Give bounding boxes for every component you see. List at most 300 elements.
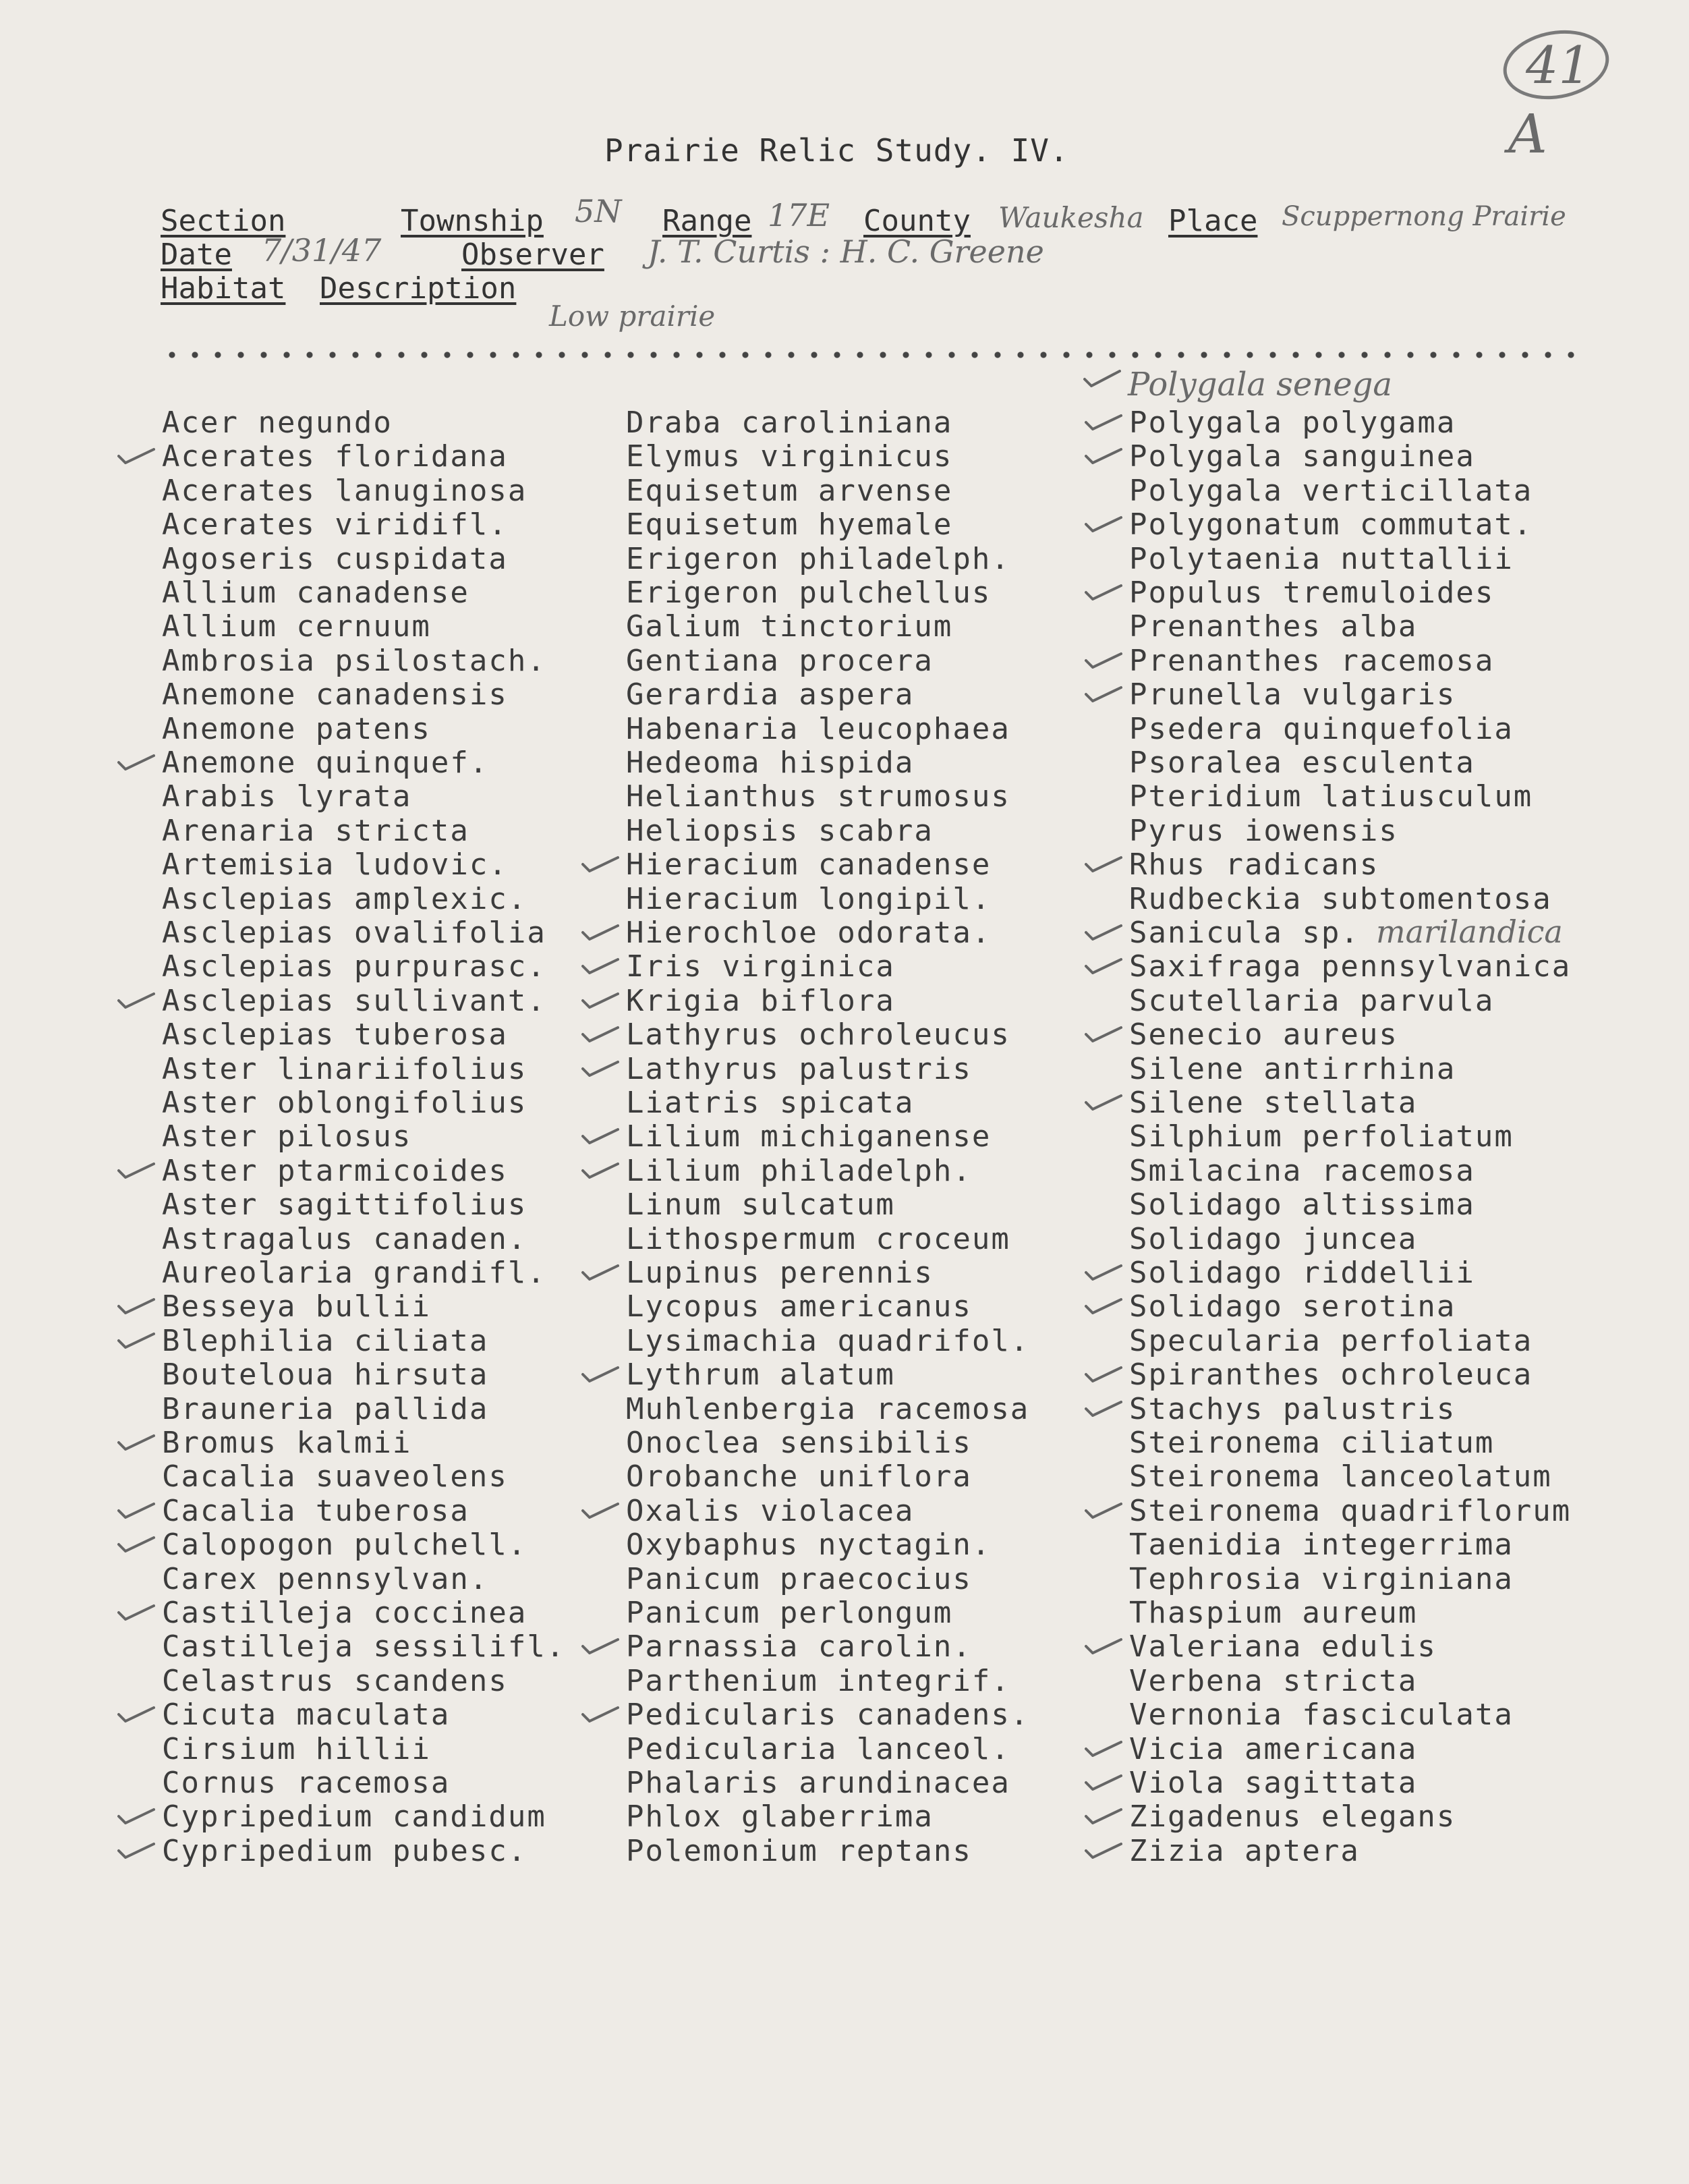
species-name: Orobanche uniflora — [626, 1459, 972, 1494]
species-name: Celastrus scandens — [162, 1663, 508, 1698]
species-name: Allium canadense — [162, 576, 469, 610]
check-mark-icon — [581, 1025, 619, 1042]
species-name: Populus tremuloides — [1129, 576, 1495, 610]
species-item — [162, 1835, 527, 1868]
species-name: Lupinus perennis — [626, 1256, 934, 1290]
species-item — [1129, 1290, 1456, 1324]
species-name: Anemone quinquef. — [162, 746, 489, 780]
species-name: Aster pilosus — [162, 1119, 412, 1154]
check-mark-icon — [117, 1433, 155, 1451]
species-item — [162, 1698, 450, 1732]
species-item — [162, 848, 508, 882]
species-name: Spiranthes ochroleuca — [1129, 1357, 1533, 1393]
check-mark-icon — [1085, 923, 1122, 941]
species-name: Bromus kalmii — [162, 1426, 412, 1460]
species-name: Verbena stricta — [1129, 1663, 1418, 1698]
check-mark-icon — [1085, 413, 1122, 430]
species-item — [162, 1426, 411, 1460]
species-name: Polemonium reptans — [626, 1833, 972, 1868]
species-item — [1129, 1563, 1514, 1596]
species-name: Solidago altissima — [1129, 1187, 1475, 1223]
check-mark-icon — [1085, 1841, 1122, 1859]
check-mark-icon — [117, 1161, 155, 1179]
species-item — [1129, 746, 1475, 780]
species-item — [162, 1154, 508, 1188]
species-item — [1129, 1698, 1514, 1732]
species-item — [1129, 440, 1475, 474]
species-name: Pteridium latiusculum — [1129, 779, 1533, 814]
species-name: Blephilia ciliata — [162, 1323, 489, 1358]
species-name: Asclepias tuberosa — [162, 1017, 508, 1053]
species-item — [1129, 1664, 1417, 1698]
species-item — [1129, 1596, 1417, 1630]
species-name: Acerates floridana — [162, 439, 508, 474]
species-item — [626, 1460, 972, 1494]
species-item — [626, 1766, 1010, 1800]
species-item — [162, 1800, 546, 1834]
species-item — [1129, 780, 1533, 814]
check-mark-icon — [1085, 447, 1122, 464]
species-name: Anemone patens — [162, 711, 431, 746]
species-item — [1129, 1018, 1398, 1052]
species-name: Artemisia ludovic. — [162, 847, 508, 883]
place-value: Scuppernong Prairie — [1282, 201, 1566, 232]
species-item — [162, 1256, 546, 1290]
species-item — [1129, 1120, 1514, 1154]
species-item — [1129, 576, 1494, 610]
species-name: Cirsium hillii — [162, 1731, 431, 1766]
species-name: Prenanthes alba — [1129, 609, 1418, 644]
species-name: Prunella vulgaris — [1129, 677, 1456, 712]
species-item — [1129, 1426, 1494, 1460]
species-item — [162, 1120, 411, 1154]
species-name: Agoseris cuspidata — [162, 541, 508, 576]
check-mark-icon — [117, 1535, 155, 1552]
township-value: 5N — [575, 193, 622, 229]
species-name: Rudbeckia subtomentosa — [1129, 881, 1552, 916]
species-item — [626, 814, 934, 848]
species-name: Polygala polygama — [1129, 405, 1456, 440]
species-name: Ambrosia psilostach. — [162, 643, 546, 678]
species-item — [626, 1426, 972, 1460]
species-name: Aster ptarmicoides — [162, 1153, 508, 1188]
check-mark-icon — [117, 1807, 155, 1824]
species-item — [626, 746, 914, 780]
check-mark-icon — [117, 991, 155, 1009]
species-item — [162, 1563, 488, 1596]
species-item — [1129, 916, 1360, 950]
species-name: Solidago juncea — [1129, 1221, 1418, 1256]
species-name: Lithospermum croceum — [626, 1221, 1010, 1256]
species-item — [626, 576, 991, 610]
check-mark-icon — [581, 1705, 619, 1723]
species-name: Zizia aptera — [1129, 1833, 1360, 1868]
species-item — [626, 1596, 952, 1630]
species-item — [1129, 814, 1398, 848]
species-name: Specularia perfoliata — [1129, 1323, 1533, 1358]
species-item — [1129, 1733, 1417, 1766]
species-name: Anemone canadensis — [162, 677, 508, 712]
species-item — [626, 984, 895, 1018]
species-name: Lilium michiganense — [626, 1119, 992, 1154]
check-mark-icon — [581, 991, 619, 1009]
species-item — [162, 610, 431, 644]
species-item — [626, 1800, 934, 1834]
species-name: Heliopsis scabra — [626, 813, 934, 848]
species-item — [626, 1018, 1010, 1052]
species-item — [626, 644, 934, 678]
species-item — [1129, 848, 1379, 882]
species-item — [162, 916, 546, 950]
species-name: Rhus radicans — [1129, 847, 1379, 883]
species-item — [162, 1290, 431, 1324]
species-item — [162, 406, 393, 440]
species-name: Cacalia suaveolens — [162, 1459, 508, 1494]
range-value: 17E — [768, 197, 830, 233]
species-item — [626, 1494, 914, 1528]
species-name: Habenaria leucophaea — [626, 711, 1010, 746]
species-name: Smilacina racemosa — [1129, 1153, 1475, 1188]
species-name: Aster oblongifolius — [162, 1086, 527, 1120]
species-name: Krigia biflora — [626, 983, 895, 1018]
species-name: Parnassia carolin. — [626, 1629, 972, 1664]
species-item — [1129, 542, 1514, 576]
species-item — [1129, 644, 1494, 678]
species-name: Saxifraga pennsylvanica — [1129, 949, 1572, 984]
species-item — [626, 1664, 1010, 1698]
species-item — [626, 1053, 972, 1086]
species-item — [162, 746, 488, 780]
species-item — [626, 542, 1010, 576]
species-name: Hieracium canadense — [626, 847, 992, 883]
species-item — [1129, 1835, 1360, 1868]
species-item — [626, 883, 991, 916]
species-name: Polytaenia nuttallii — [1129, 541, 1514, 576]
species-name: Psedera quinquefolia — [1129, 711, 1514, 746]
check-mark-icon — [1085, 1739, 1122, 1757]
species-name: Erigeron philadelph. — [626, 541, 1010, 576]
species-item — [162, 1528, 527, 1562]
species-name: Brauneria pallida — [162, 1391, 489, 1426]
species-name: Acerates viridifl. — [162, 507, 508, 542]
check-mark-icon — [581, 1161, 619, 1179]
species-name: Lathyrus ochroleucus — [626, 1017, 1010, 1053]
place-label: Place — [1168, 204, 1258, 238]
species-name: Zigadenus elegans — [1129, 1799, 1456, 1835]
species-name: Polygala sanguinea — [1129, 439, 1475, 474]
species-name: Lythrum alatum — [626, 1357, 895, 1393]
species-name: Lysimachia quadrifol. — [626, 1323, 1030, 1358]
species-item — [626, 474, 952, 508]
added-species: Polygala senega — [1094, 366, 1392, 403]
species-item — [162, 1223, 527, 1256]
species-name: Valeriana edulis — [1129, 1629, 1437, 1664]
species-name: Pedicularis canadens. — [626, 1698, 1030, 1733]
page-title: Prairie Relic Study. IV. — [604, 132, 1069, 169]
check-mark-icon — [117, 447, 155, 464]
species-name: Gentiana procera — [626, 643, 934, 678]
species-item — [162, 1494, 469, 1528]
species-name: Asclepias amplexic. — [162, 881, 527, 916]
species-item — [162, 1630, 565, 1664]
check-mark-icon — [1085, 1365, 1122, 1382]
species-item — [162, 1188, 527, 1222]
species-name: Oxalis violacea — [626, 1493, 915, 1528]
species-item — [1129, 1256, 1475, 1290]
species-item — [626, 440, 952, 474]
species-item — [1129, 406, 1456, 440]
species-name: Asclepias purpurasc. — [162, 949, 546, 984]
check-mark-icon — [1083, 370, 1121, 387]
species-item — [626, 712, 1010, 746]
species-item — [626, 406, 952, 440]
species-item — [162, 644, 546, 678]
species-item — [1129, 712, 1514, 746]
section-label: Section — [161, 204, 286, 238]
species-name: Pedicularia lanceol. — [626, 1731, 1010, 1766]
species-item — [626, 1733, 1010, 1766]
species-item — [162, 1358, 488, 1392]
page-letter: A — [1508, 103, 1547, 165]
check-mark-icon — [1085, 651, 1122, 669]
species-item — [162, 1766, 450, 1800]
species-name: Taenidia integerrima — [1129, 1528, 1514, 1563]
species-name: Hieracium longipil. — [626, 881, 992, 916]
species-item — [1129, 984, 1494, 1018]
check-mark-icon — [581, 923, 619, 941]
date-label: Date — [161, 237, 232, 272]
species-name: Bouteloua hirsuta — [162, 1357, 489, 1393]
species-item — [162, 1086, 527, 1120]
species-name: Castilleja sessilifl. — [162, 1629, 566, 1664]
species-item — [626, 610, 952, 644]
species-name: Vernonia fasciculata — [1129, 1698, 1514, 1733]
species-item — [626, 1324, 1029, 1358]
species-item — [626, 1086, 914, 1120]
species-item — [162, 678, 508, 712]
check-mark-icon — [117, 1331, 155, 1349]
species-item — [162, 1460, 508, 1494]
species-name: Arabis lyrata — [162, 779, 412, 814]
species-name: Helianthus strumosus — [626, 779, 1010, 814]
species-name: Castilleja coccinea — [162, 1596, 527, 1630]
species-name: Lilium philadelph. — [626, 1153, 972, 1188]
date-value: 7/31/47 — [262, 232, 382, 269]
species-name: Equisetum arvense — [626, 473, 953, 508]
species-item — [626, 1393, 1029, 1426]
check-mark-icon — [581, 855, 619, 872]
species-name: Tephrosia virginiana — [1129, 1561, 1514, 1596]
species-name: Equisetum hyemale — [626, 507, 953, 542]
check-mark-icon — [581, 1365, 619, 1382]
species-name: Draba caroliniana — [626, 405, 953, 440]
species-item — [162, 712, 431, 746]
species-item — [162, 440, 508, 474]
species-name: Liatris spicata — [626, 1086, 915, 1120]
species-name: Polygala verticillata — [1129, 473, 1533, 508]
check-mark-icon — [117, 1297, 155, 1314]
habitat-value: Low prairie — [549, 300, 716, 333]
species-name: Astragalus canaden. — [162, 1221, 527, 1256]
species-item — [626, 1528, 991, 1562]
species-name: Aster sagittifolius — [162, 1187, 527, 1223]
species-item — [1129, 1766, 1417, 1800]
species-name: Steironema quadriflorum — [1129, 1493, 1572, 1528]
species-name: Hedeoma hispida — [626, 746, 915, 780]
species-item — [626, 1358, 895, 1392]
species-name: Thaspium aureum — [1129, 1596, 1418, 1630]
species-item — [162, 1018, 508, 1052]
species-name: Onoclea sensibilis — [626, 1426, 972, 1460]
species-name: Viola sagittata — [1129, 1766, 1418, 1800]
species-item — [162, 984, 546, 1018]
species-name: Senecio aureus — [1129, 1017, 1398, 1053]
species-name: Steironema lanceolatum — [1129, 1459, 1552, 1494]
observer-value: J. T. Curtis : H. C. Greene — [648, 233, 1044, 270]
species-name: Silene stellata — [1129, 1086, 1418, 1120]
species-name: Polygonatum commutat. — [1129, 507, 1533, 542]
species-item — [626, 1698, 1029, 1732]
check-mark-icon — [1085, 1093, 1122, 1111]
species-name: Silphium perfoliatum — [1129, 1119, 1514, 1154]
check-mark-icon — [1085, 855, 1122, 872]
species-name: Panicum praecocius — [626, 1561, 972, 1596]
species-name: Aureolaria grandifl. — [162, 1256, 546, 1290]
species-item — [162, 950, 546, 984]
description-label: Description — [320, 271, 517, 306]
species-name: Allium cernuum — [162, 609, 431, 644]
species-item — [162, 1733, 431, 1766]
observer-label: Observer — [461, 237, 604, 272]
species-item — [626, 508, 952, 542]
check-mark-icon — [581, 1501, 619, 1519]
species-name: Aster linariifolius — [162, 1051, 527, 1086]
species-item — [1129, 1528, 1514, 1562]
species-name: Muhlenbergia racemosa — [626, 1391, 1030, 1426]
species-name: Calopogon pulchell. — [162, 1528, 527, 1563]
species-item — [626, 1120, 991, 1154]
check-mark-icon — [117, 1705, 155, 1723]
species-item — [1129, 610, 1417, 644]
species-item — [162, 814, 469, 848]
species-name: Prenanthes racemosa — [1129, 643, 1495, 678]
check-mark-icon — [117, 1603, 155, 1621]
species-item — [162, 576, 469, 610]
species-item — [626, 1630, 972, 1664]
species-item — [626, 1290, 972, 1324]
species-item — [626, 1256, 934, 1290]
dotted-separator — [161, 351, 1584, 359]
species-name: Pyrus iowensis — [1129, 813, 1398, 848]
species-name: Galium tinctorium — [626, 609, 953, 644]
species-item — [626, 1563, 972, 1596]
species-item — [626, 780, 1010, 814]
species-name: Oxybaphus nyctagin. — [626, 1528, 992, 1563]
check-mark-icon — [1085, 957, 1122, 974]
species-name: Psoralea esculenta — [1129, 746, 1475, 780]
species-item — [1129, 1053, 1456, 1086]
check-mark-icon — [1085, 515, 1122, 532]
species-item — [626, 848, 991, 882]
species-name: Steironema ciliatum — [1129, 1426, 1495, 1460]
species-item — [1129, 1324, 1533, 1358]
species-item — [1129, 1358, 1533, 1392]
species-item — [626, 1188, 895, 1222]
species-item — [162, 1393, 488, 1426]
check-mark-icon — [1085, 1637, 1122, 1654]
species-name: Cacalia tuberosa — [162, 1493, 469, 1528]
check-mark-icon — [117, 753, 155, 771]
species-item — [162, 883, 527, 916]
township-label: Township — [401, 204, 544, 238]
species-item — [626, 916, 991, 950]
page-number: 41 — [1526, 35, 1591, 95]
species-name: Lycopus americanus — [626, 1289, 972, 1324]
species-name: Solidago riddellii — [1129, 1256, 1475, 1290]
species-item — [1129, 1223, 1417, 1256]
species-name: Solidago serotina — [1129, 1289, 1456, 1324]
species-name: Linum sulcatum — [626, 1187, 895, 1223]
species-name: Sanicula sp. — [1129, 916, 1360, 950]
species-name: Gerardia aspera — [626, 677, 915, 712]
sanicula-correction: marilandica — [1376, 914, 1563, 950]
check-mark-icon — [1085, 1297, 1122, 1314]
species-name: Cypripedium pubesc. — [162, 1833, 527, 1868]
species-item — [162, 508, 508, 542]
species-item — [162, 542, 508, 576]
check-mark-icon — [581, 1637, 619, 1654]
check-mark-icon — [1085, 685, 1122, 702]
species-name: Acer negundo — [162, 405, 393, 440]
species-item — [1129, 1630, 1437, 1664]
species-name: Arenaria stricta — [162, 813, 469, 848]
species-item — [162, 1053, 527, 1086]
county-value: Waukesha — [998, 201, 1144, 234]
species-item — [162, 1596, 527, 1630]
species-name: Carex pennsylvan. — [162, 1561, 489, 1596]
check-mark-icon — [1085, 1025, 1122, 1042]
species-item — [626, 1154, 972, 1188]
check-mark-icon — [1085, 1399, 1122, 1417]
species-item — [1129, 678, 1456, 712]
species-item — [1129, 1086, 1417, 1120]
county-label: County — [863, 204, 971, 238]
species-name: Hierochloe odorata. — [626, 916, 992, 950]
species-name: Stachys palustris — [1129, 1391, 1456, 1426]
species-name: Cicuta maculata — [162, 1698, 451, 1733]
species-item — [1129, 950, 1571, 984]
species-name: Iris virginica — [626, 949, 895, 984]
species-name: Silene antirrhina — [1129, 1051, 1456, 1086]
species-name: Acerates lanuginosa — [162, 473, 527, 508]
species-name: Asclepias ovalifolia — [162, 916, 546, 950]
species-name: Phlox glaberrima — [626, 1799, 934, 1835]
check-mark-icon — [581, 1127, 619, 1144]
species-name: Vicia americana — [1129, 1731, 1418, 1766]
species-item — [1129, 1494, 1571, 1528]
species-name: Lathyrus palustris — [626, 1051, 972, 1086]
check-mark-icon — [581, 1263, 619, 1281]
habitat-label: Habitat — [161, 271, 286, 306]
species-item — [1129, 508, 1533, 542]
species-item — [162, 474, 527, 508]
species-name: Besseya bullii — [162, 1289, 431, 1324]
check-mark-icon — [1085, 1807, 1122, 1824]
species-item — [162, 1324, 488, 1358]
species-item — [1129, 1188, 1475, 1222]
species-item — [162, 1664, 508, 1698]
check-mark-icon — [1085, 583, 1122, 600]
